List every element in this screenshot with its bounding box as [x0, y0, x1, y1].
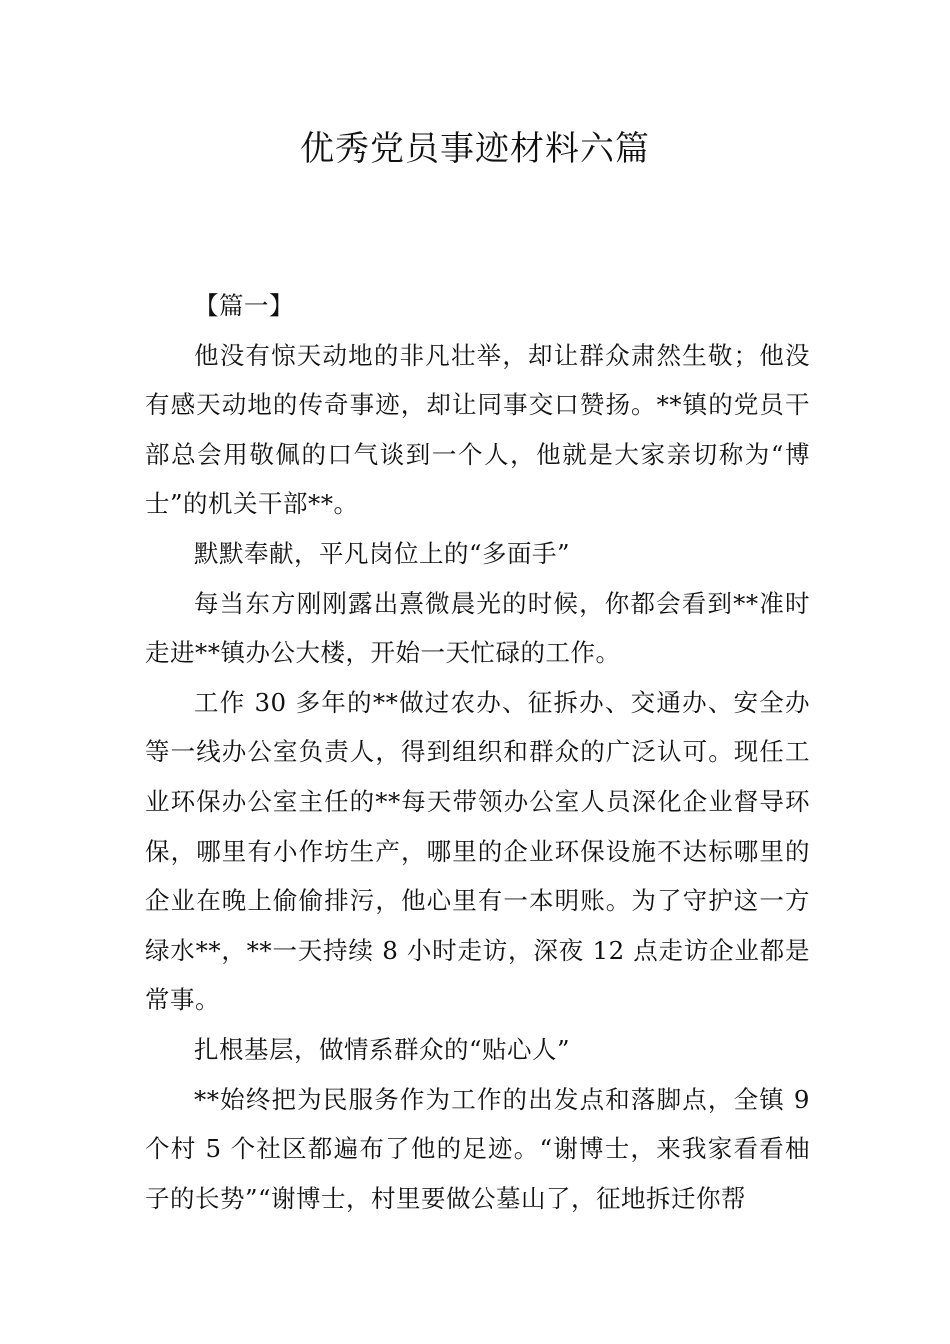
paragraph-intro: 他没有惊天动地的非凡壮举，却让群众肃然生敬；他没有感天动地的传奇事迹，却让同事交口赞扬。**镇的党员干部总会用敬佩的口气谈到一个人，他就是大家亲切称为“博士”的机关干部**。 — [145, 340, 810, 519]
subheading-dedication: 默默奉献，平凡岗位上的“多面手” — [194, 538, 571, 568]
paragraph-morning: 每当东方刚刚露出熹微晨光的时候，你都会看到**准时走进**镇办公大楼，开始一天忙碌的工作。 — [145, 588, 810, 668]
paragraph-service: **始终把为民服务作为工作的出发点和落脚点，全镇 9 个村 5 个社区都遍布了他的足迹。“谢博士，来我家看看柚子的长势”“谢博士，村里要做公墓山了，征地拆迁你帮 — [145, 1084, 810, 1213]
document-body — [145, 281, 810, 1223]
document-title: 优秀党员事迹材料六篇 — [300, 129, 650, 169]
paragraph-career: 工作 30 多年的**做过农办、征拆办、交通办、安全办等一线办公室负责人，得到组织和群众的广泛认可。现任工业环保办公室主任的**每天带领办公室人员深化企业督导环保，哪里有小作坊生产，哪里的企业环保设施不达标哪里的企业在晚上偷偷排污，他心里有一本明账。为了守护这一方绿水**，**一天持续 8 小时走访，深夜 12 点走访企业都是常事。 — [145, 687, 810, 1015]
section-label: 【篇一】 — [194, 291, 294, 320]
subheading-grassroots: 扎根基层，做情系群众的“贴心人” — [194, 1034, 571, 1064]
